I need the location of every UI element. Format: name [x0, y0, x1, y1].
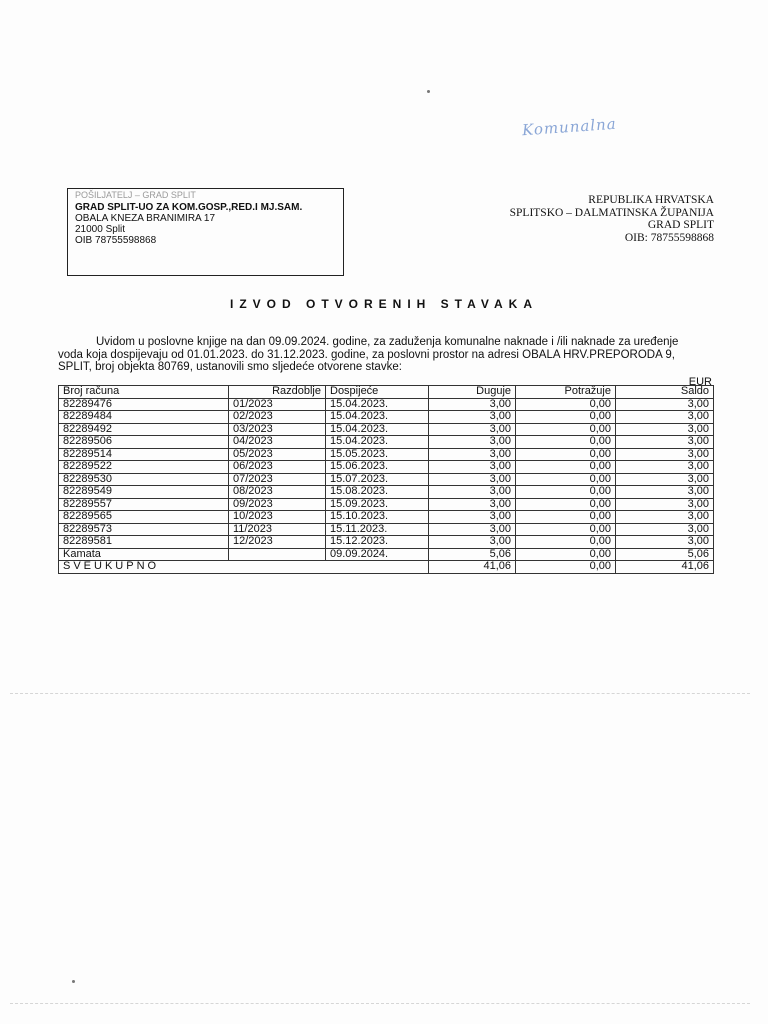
intro-line: SPLIT, broj objekta 80769, ustanovili smo sljedeće otvorene stavke: [58, 361, 402, 373]
header-invoice-number: Broj računa [59, 386, 229, 399]
cell-period: 02/2023 [229, 411, 326, 424]
cell-invoice-number: 82289492 [59, 423, 229, 436]
cell-credit: 0,00 [516, 523, 616, 536]
cell-balance: 3,00 [616, 473, 714, 486]
cell-invoice-number: 82289573 [59, 523, 229, 536]
sender-oib: OIB 78755598868 [75, 235, 157, 246]
cell-balance: 3,00 [616, 411, 714, 424]
total-row [59, 561, 714, 574]
cell-invoice-number: 82289549 [59, 486, 229, 499]
cell-invoice-number: Kamata [59, 548, 229, 561]
cell-due-date: 15.04.2023. [326, 398, 429, 411]
cell-invoice-number: 82289565 [59, 511, 229, 524]
cell-invoice-number: 82289506 [59, 436, 229, 449]
cell-period: 06/2023 [229, 461, 326, 474]
sender-address-box [67, 188, 344, 276]
cell-credit: 0,00 [516, 498, 616, 511]
table-row [59, 423, 714, 436]
cell-debit: 3,00 [429, 486, 516, 499]
cell-due-date: 15.10.2023. [326, 511, 429, 524]
issuer-block [510, 194, 714, 244]
cell-credit: 0,00 [516, 411, 616, 424]
issuer-city: GRAD SPLIT [647, 219, 714, 231]
scan-divider [10, 1003, 750, 1004]
intro-paragraph [58, 336, 713, 374]
cell-credit: 0,00 [516, 536, 616, 549]
cell-debit: 3,00 [429, 473, 516, 486]
cell-invoice-number: 82289476 [59, 398, 229, 411]
table-row [59, 461, 714, 474]
cell-period: 04/2023 [229, 436, 326, 449]
cell-period: 12/2023 [229, 536, 326, 549]
cell-invoice-number: 82289530 [59, 473, 229, 486]
cell-balance: 3,00 [616, 461, 714, 474]
table-row [59, 523, 714, 536]
cell-credit: 0,00 [516, 436, 616, 449]
cell-invoice-number: 82289522 [59, 461, 229, 474]
cell-period: 03/2023 [229, 423, 326, 436]
cell-credit: 0,00 [516, 398, 616, 411]
cell-debit: 3,00 [429, 411, 516, 424]
table-row [59, 398, 714, 411]
cell-period: 11/2023 [229, 523, 326, 536]
table-row [59, 536, 714, 549]
cell-debit: 5,06 [429, 548, 516, 561]
cell-due-date: 15.04.2023. [326, 423, 429, 436]
cell-due-date: 09.09.2024. [326, 548, 429, 561]
cell-period: 07/2023 [229, 473, 326, 486]
table-row [59, 411, 714, 424]
cell-due-date: 15.07.2023. [326, 473, 429, 486]
cell-balance: 5,06 [616, 548, 714, 561]
sender-caption: POŠILJATELJ – GRAD SPLIT [75, 190, 196, 200]
cell-period: 10/2023 [229, 511, 326, 524]
cell-balance: 3,00 [616, 423, 714, 436]
sender-name: GRAD SPLIT-UO ZA KOM.GOSP.,RED.I MJ.SAM. [75, 202, 303, 213]
table-header-row [59, 386, 714, 399]
scan-speck [72, 980, 75, 983]
cell-credit: 0,00 [516, 473, 616, 486]
header-balance: Saldo [616, 386, 714, 399]
cell-credit: 0,00 [516, 486, 616, 499]
cell-period: 08/2023 [229, 486, 326, 499]
header-credit: Potražuje [516, 386, 616, 399]
total-debit: 41,06 [429, 561, 516, 574]
cell-period [229, 548, 326, 561]
total-credit: 0,00 [516, 561, 616, 574]
cell-debit: 3,00 [429, 398, 516, 411]
table-row [59, 448, 714, 461]
cell-due-date: 15.08.2023. [326, 486, 429, 499]
cell-due-date: 15.04.2023. [326, 436, 429, 449]
cell-period: 09/2023 [229, 498, 326, 511]
cell-period: 05/2023 [229, 448, 326, 461]
cell-credit: 0,00 [516, 461, 616, 474]
cell-balance: 3,00 [616, 436, 714, 449]
intro-line: Uvidom u poslovne knjige na dan 09.09.2024. godine, za zaduženja komunalne naknade i /ili naknade za uređenje [96, 336, 679, 348]
cell-debit: 3,00 [429, 436, 516, 449]
cell-due-date: 15.09.2023. [326, 498, 429, 511]
cell-balance: 3,00 [616, 486, 714, 499]
currency-label: EUR [688, 376, 712, 388]
cell-debit: 3,00 [429, 423, 516, 436]
scan-speck [427, 90, 430, 93]
cell-balance: 3,00 [616, 536, 714, 549]
total-label: SVEUKUPNO [59, 561, 429, 574]
total-balance: 41,06 [616, 561, 714, 574]
cell-balance: 3,00 [616, 511, 714, 524]
table-row [59, 486, 714, 499]
cell-due-date: 15.12.2023. [326, 536, 429, 549]
cell-credit: 0,00 [516, 548, 616, 561]
header-debit: Duguje [429, 386, 516, 399]
cell-invoice-number: 82289484 [59, 411, 229, 424]
cell-period: 01/2023 [229, 398, 326, 411]
cell-due-date: 15.04.2023. [326, 411, 429, 424]
cell-balance: 3,00 [616, 523, 714, 536]
cell-due-date: 15.05.2023. [326, 448, 429, 461]
cell-debit: 3,00 [429, 498, 516, 511]
cell-debit: 3,00 [429, 511, 516, 524]
cell-balance: 3,00 [616, 448, 714, 461]
handwritten-note: Komunalna [521, 114, 618, 140]
table-row [59, 473, 714, 486]
cell-credit: 0,00 [516, 423, 616, 436]
sender-street: OBALA KNEZA BRANIMIRA 17 [75, 213, 216, 224]
cell-due-date: 15.06.2023. [326, 461, 429, 474]
intro-line: voda koja dospijevaju od 01.01.2023. do 31.12.2023. godine, za poslovni prostor na adresi OBALA HRV.PREPORODA 9, [58, 348, 675, 361]
document-title: IZVOD OTVORENIH STAVAKA [229, 297, 538, 311]
issuer-oib: OIB: 78755598868 [624, 231, 714, 244]
cell-invoice-number: 82289557 [59, 498, 229, 511]
issuer-country: REPUBLIKA HRVATSKA [588, 194, 714, 206]
cell-credit: 0,00 [516, 511, 616, 524]
cell-debit: 3,00 [429, 536, 516, 549]
sender-city: 21000 Split [75, 224, 126, 235]
table-row [59, 436, 714, 449]
header-period: Razdoblje [229, 386, 326, 399]
cell-balance: 3,00 [616, 498, 714, 511]
cell-debit: 3,00 [429, 523, 516, 536]
cell-due-date: 15.11.2023. [326, 523, 429, 536]
cell-debit: 3,00 [429, 448, 516, 461]
open-items-table [58, 385, 714, 574]
cell-invoice-number: 82289581 [59, 536, 229, 549]
table-row [59, 511, 714, 524]
issuer-county: SPLITSKO – DALMATINSKA ŽUPANIJA [509, 206, 714, 219]
scan-divider [10, 693, 750, 694]
cell-invoice-number: 82289514 [59, 448, 229, 461]
table-row [59, 498, 714, 511]
header-due-date: Dospijeće [326, 386, 429, 399]
cell-debit: 3,00 [429, 461, 516, 474]
cell-balance: 3,00 [616, 398, 714, 411]
cell-credit: 0,00 [516, 448, 616, 461]
table-row [59, 548, 714, 561]
